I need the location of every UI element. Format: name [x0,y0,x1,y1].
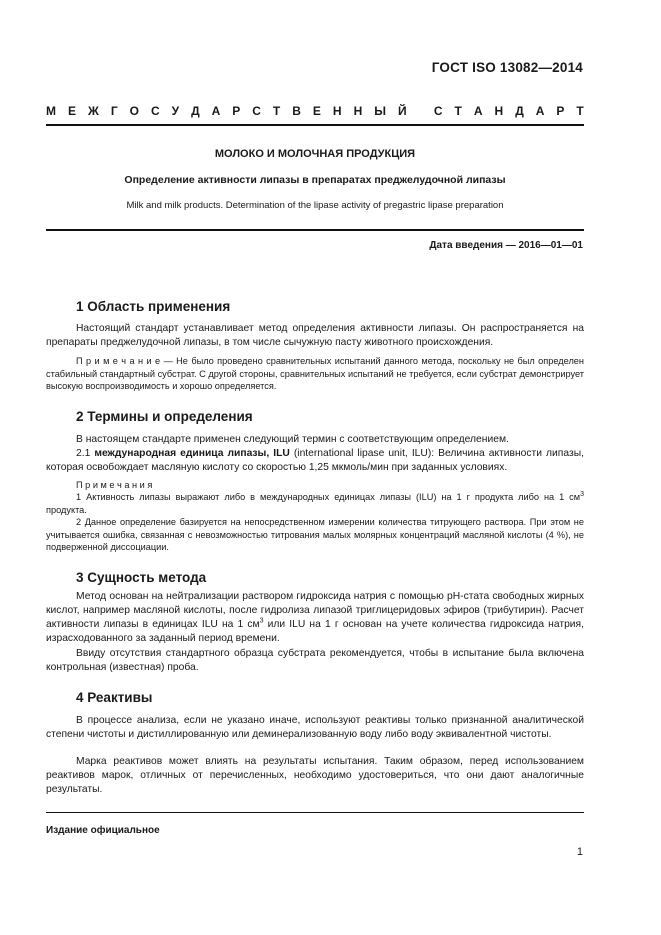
note-text: — Не было проведено сравнительных испытаний данного метода, поскольку не был определен стабильный стандартный субстрат. С другой стороны, сравнительных испытаний не требуется, если субстрат демонстрирует высокую воспроизводимость и хорошо определяется. [46,356,584,391]
section-2-paragraph [46,433,584,447]
banner-letter: Т [576,104,584,118]
term-definition [46,447,584,475]
term-number: 2.1 [76,448,95,459]
document-subtitle: Определение активности липазы в препаратах преджелудочной липазы [124,174,506,186]
banner-letter: С [150,104,160,118]
section-3-heading: 3 Сущность метода [76,570,207,585]
banner-letter: Д [515,104,524,118]
section-2-notes-label [46,479,584,492]
section-3-text-b: или ILU на 1 г основан на учете количества гидроксида натрия, израсходованного за заданный период времени. [46,619,584,644]
banner-letter: О [129,104,139,118]
banner-letter: А [211,104,221,118]
section-2-text: В настоящем стандарте применен следующий термин с соответствующим определением. [76,434,509,445]
superscript: 3 [580,490,584,498]
section-3-paragraph-2 [46,647,584,675]
banner-letter: А [473,104,483,118]
banner-letter: Е [67,104,76,118]
banner-letter: Ж [87,104,99,118]
section-3-text-a: Метод основан на нейтрализации раствором гидроксида натрия с помощью pH-стата свободных жирных кислот, например масляной кислоты, после гидролиза липазой триглицеридовых эфиров (трибутирин). Расчет активности липазы в единицах ILU на 1 см [46,591,584,630]
section-1-heading: 1 Область применения [76,299,231,314]
banner-letter: Т [454,104,462,118]
interstate-standard-banner [46,104,584,118]
banner-letter: В [292,104,301,118]
note-1-tail: продукта. [46,504,87,515]
document-title: МОЛОКО И МОЛОЧНАЯ ПРОДУКЦИЯ [214,148,416,160]
banner-letter: Н [332,104,342,118]
banner-letter [419,104,422,118]
superscript: 3 [259,617,264,625]
section-1-text: Настоящий стандарт устанавливает метод определения активности липазы. Он распространяется на препараты преджелудочной липазы, в том числе сычужную пасту животного происхождения. [46,323,584,348]
note-2-text: 2 Данное определение базируется на непосредственном измерении количества титрующего раствора. При этом не учитывается ошибка, связанная с невозможностью титрования малых молярных концентраций масляной кислоты (4 %), не подверженной диссоциации. [46,517,584,552]
header-rule [46,124,584,126]
section-4-text-a: В процессе анализа, если не указано иначе, используют реактивы только признанной аналитической степени чистоты и дистиллированную или деминерализованную воду либо воду эквивалентной чистоты. [46,715,584,740]
title-rule [46,229,584,231]
banner-letter: Г [110,104,118,118]
banner-letter: А [535,104,545,118]
banner-letter: С [252,104,261,118]
note-label: П р и м е ч а н и е [76,356,161,366]
section-4-paragraph-2 [46,755,584,797]
section-1-paragraph [46,322,584,350]
official-edition-label: Издание официальное [46,825,160,836]
notes-label: П р и м е ч а н и я [76,480,153,490]
banner-letter: Н [353,104,363,118]
banner-letter: Т [272,104,281,118]
standard-number: ГОСТ ISO 13082—2014 [431,60,583,75]
term-text: (international lipase unit, ILU): Величина активности липазы, которая освобождает масляную кислоту со скоростью 1,25 мкмоль/мин при заданных условиях. [46,448,584,473]
section-4-paragraph-1 [46,714,584,742]
introduction-date: Дата введения — 2016—01—01 [429,240,583,251]
banner-letter: Н [494,104,504,118]
section-2-note-1 [46,491,584,516]
banner-letter: Й [397,104,407,118]
banner-letter: У [171,104,180,118]
section-4-text-b: Марка реактивов может влиять на результаты испытания. Таким образом, перед использованием реактивов марок, отличных от перечисленных, необходимо удостовериться, что они дают аналогичные результаты. [46,756,584,795]
footer-rule [46,812,584,813]
banner-letter: Д [191,104,200,118]
section-1-note [46,355,584,393]
section-3-text-c: Ввиду отсутствия стандартного образца субстрата рекомендуется, чтобы в испытание была включена контрольная (известная) проба. [46,648,584,673]
section-4-heading: 4 Реактивы [76,690,153,705]
banner-letter: Е [312,104,321,118]
section-2-heading: 2 Термины и определения [76,409,253,424]
banner-letter: Ы [374,104,386,118]
page-number: 1 [576,846,583,858]
section-3-paragraph-1 [46,590,584,646]
section-2-note-2 [46,516,584,554]
banner-letter: Р [232,104,241,118]
english-title: Milk and milk products. Determination of the lipase activity of pregastric lipase preparation [126,200,504,211]
banner-letter: С [433,104,443,118]
banner-letter: Р [556,104,565,118]
banner-letter: М [46,104,56,118]
term-name: международная единица липазы, ILU [94,448,290,459]
note-1-text: 1 Активность липазы выражают либо в международных единицах липазы (ILU) на 1 г продукта либо на 1 см [76,492,581,502]
